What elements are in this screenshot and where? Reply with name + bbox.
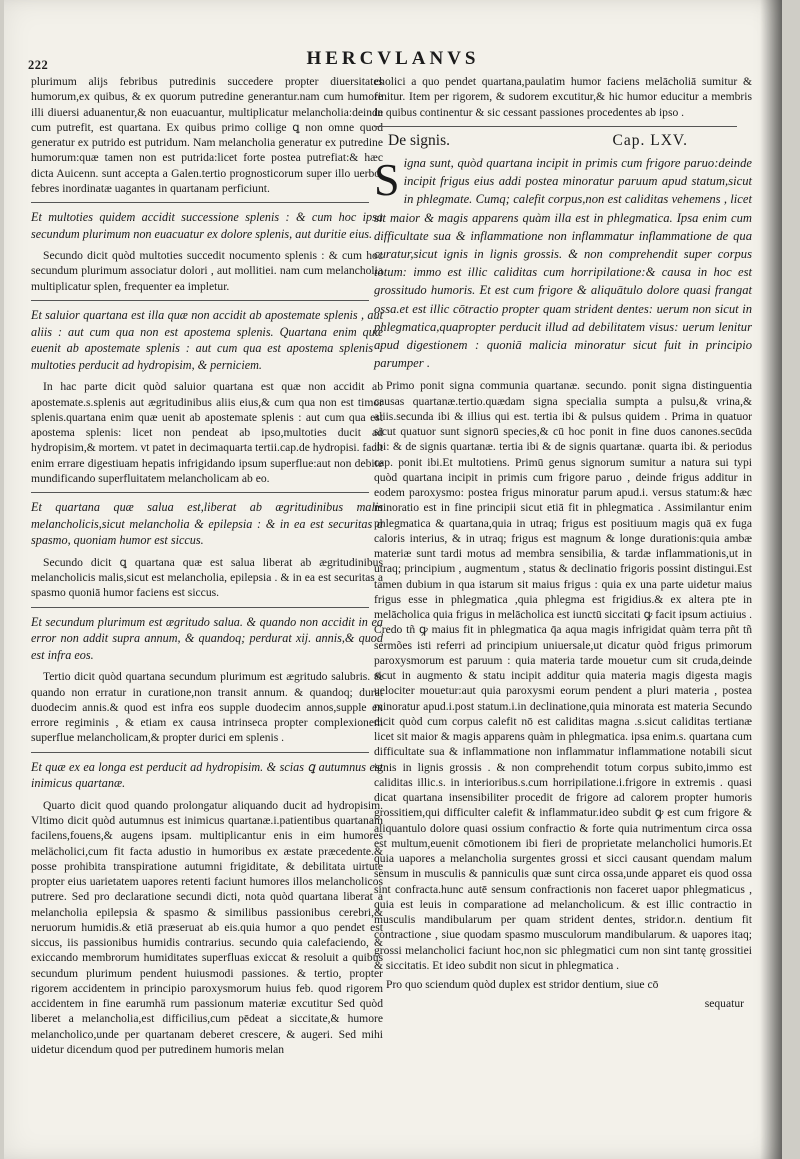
commentary-paragraph: Primo ponit signa communia quartanæ. secundo. ponit signa distinguentia causas quartanæ.tertio.quædam signa specialia sumpta a pulsu,& vrina,& aliis.secunda ibi & illius qui est. tertia ibi & pulsus quidem . Prima in quatuor sicut quatuor sunt signorū species,& cū hoc ponit in fine duos canones.secūda ibi: & de signis quartanæ. tertia ibi & de signis quartanæ. quarta ibi. & periodus cap. ponit ibi.Et multotiens. Primū genus signorum sumitur a natura sui typi quòd quartana incipit in primis cum frigore paruo , deinde frigus additur in eodem paroxysmo: postea frigus minoratur parum apud.i. versus statum:& hæc minoratio est in fine principii sicut etiā fit in phlegmatica . Assimilantur enim phlegmatica & quartana,quia in utraq; frigus est positiuum magis quā ex fuga caloris interius, & in utraq; frigus est magnum & longe durationis:quia ambæ materiæ sunt tardi motus ad membra sensibilia, & tardæ inflammationis,ut in utraq; principium , augmentum , status & declinatio frigoris possint distingui.Est tamen dubium in qua istarum sit maius frigus : quia ex una parte uidetur maius frigus esse in phlegmatica ,quia phlegma est frigidius.& ex altera pte in melācholica quia frigus in melācholica est iunctū siccitati ꝙ facit ipsum actiuius . Credo tñ ꝙ maius fit in phlegmatica q̄a aqua magis infrigidat quàm terra pñt tñ sermões isti referri ad principium uniuersale,ut dicatur quòd frigus primorum paroxysmorum est paruum : quia materia tarde mouetur cum sit cruda,deinde sicut in augmento & statu incipit additur quia materia magis digesta magis uelociter mouetur:aut quia paroxysmi eorum pendent a pluri materia , postea minoratur apud.i.post statum.i.in declinatione,quia minorata est materia Secundo dicit quòd cum corpus calefit nō est caliditas magna .s.sicut caliditas tertianæ licet sit maior & magis apparens quàm in phlegmatica. ipsa enim.s. quartana cum difficultate sua & inflammatione non inflammatur inflammatione notabili sicut ignis in lignis grossis . & non comprehendit totum corpus subito,immo est caliditas illic.s. in interioribus.s.cum horripilatione.i.frigore in extremis . quasi dicat quartana insensibiliter procedit de frigore ad calorem propter humoris grossitiem,qui difficulter calefit & inflammatur.ideo subdit ꝙ est cum frigore & aliquantulo dolore quasi ossium confractio & forte quia nutrimentum circa ossa est multum,euenit cōmotionem ibi fieri de proprietate melancholici humoris.Et quia uapores a melancholia surgentes grossi et sicci causant quendam malum sensum in musculis & panniculis quæ sunt circa ossa,unde apparet eis quod ossa sint confracta.hunc autē sensum confractionis non faceret uapor phlegmaticus , quia est leuis in comparatione ad melancholicum. & est illic contractio in musculis mandibularum per quam strident dentes, stridor.n. dentium fit contractione , siue quodam spasmo musculorum mandibularum. & uapores itaq; grossi melancholici faciunt hoc,non sic phlegmatici cum non sint tantę grossitiei & siccitatis. Et ideo subdit non sicut in phlegmatica . <box>374 379 752 972</box>
chapter-text-body: igna sunt, quòd quartana incipit in primis cum frigore paruo:deinde incipit frigus eius addi postea minoratur paruum apud statum,sicut in phlegmate. Cumq; calefit corpus,non est caliditas vehemens , licet sit maior & magis apparens quàm illa est in phlegmatica. Ipsa enim cum difficultate sua & inflammatione non inflammatur inflammatione de qua curatur,sicut ignis in lignis grossis. & non comprehendit super corpus totum: immo est illic caliditas cum horripilatione:& causa in hoc est grossitudo humoris. Et est cum frigore & aliquātulo dolore quasi frangat ossa.et est illic cōtractio propter quam strident dentes: uerum non sicut in phlegmatica,quapropter perducit illud ad debilitatem visus: uerum lenitur apud digestionem : quoniā malicia minoratur sicut fuit in principio parumper . <box>374 156 752 371</box>
lemma-text: Et quæ ex ea longa est perducit ad hydropisim. & scias ꝗ autumnus est inimicus quartanæ. <box>31 759 383 791</box>
book-page <box>4 0 782 1159</box>
chapter-text <box>374 154 752 372</box>
lemma-text: Et saluior quartana est illa quæ non accidit ab apostemate splenis , aut aliis : aut cum qua non est apostema splenis. Quartana enim quæ euenit ab apostemate splenis : aut cum qua est apostema splenis : multoties perducit ad hydropisim, & perniciem. <box>31 307 383 372</box>
drop-cap-initial: S <box>374 154 400 205</box>
running-head: HERCVLANVS <box>306 48 480 69</box>
lemma-text: Et multoties quidem accidit successione splenis : & cum hoc ipsa secundum plurimum non euacuatur ex dolore splenis, aut duritie eius. <box>31 210 383 241</box>
section-divider <box>31 300 369 301</box>
commentary-paragraph: Quarto dicit quod quando prolongatur aliquando ducit ad hydropisim. Vltimo dicit quòd autumnus est inimicus quartanæ.i.patientibus quartanam facilens,fouens,& augens ipsam. multiplicantur enis in eim humores melächolici,cum fit facta adustio in humoribus ex æstate præcedente.& posse prohibita transpiratione autumni frigiditate, & debilitata uirtute propter eius uarietatem uapores retenti faciunt humores illos melancholicos putrere. Sed pro declaratione secundi dicti, nota quòd quartana liberat a melancholia epilepsia & spasmo & similibus passionibus cerebri,& neruorum humidis.& etiā præseruat ab eis.quia humor a quo pendet est siccus, iis passionibus humidis contrarius. secundo quia calefaciendo, & exiccando membrorum humiditates superfluas exiccat & resoluit a quibus secundum plurimum pendent huiusmodi passiones. & tertio, propter rigorem accidentem in principio paroxysmorum huius feb. quod rigorem accidentem in fine earumhä rum passionum materiæ excutitur Sed quòd liberet a melancholia,est difficilius,cum pēdeat a siccitate,& humore melancholico,unde per quartanam deberet crescere, & augeri. Sed mihi uidetur dicendum quod per putredinem humoris melan <box>31 798 383 1056</box>
commentary-paragraph: cholici a quo pendet quartana,paulatim humor faciens melācholiā sumitur & finitur. Item per rigorem, & sudorem excutitur,& hic humor educitur a membris in quibus continentur & sic cessant passiones procedentes ab ipso . <box>374 75 752 119</box>
chapter-title: De signis. <box>388 131 450 149</box>
commentary-paragraph: In hac parte dicit quòd saluior quartana est quæ non accidit ab apostemate.s.splenis aut ægritudinibus aliis eius,& cum qua non est timor splenis.quartana enim quæ uenit ab apostemate splenis : aut cum qua est apostema splenis: licet non pendeat ab ipso,multoties ducit ad hydropisim,& mortem. vt patet in decimaquarta tertii.cap.de hydropisi. facit enim errare digestiuam hepatis infrigidando ipsum superflue:aut non debite mundificando superfluitatem melancholicam ab eo. <box>31 380 383 485</box>
section-divider <box>31 202 369 203</box>
section-divider <box>31 752 369 753</box>
left-column <box>31 74 383 1061</box>
chapter-number: Cap. LXV. <box>612 131 688 149</box>
section-divider <box>374 126 737 127</box>
commentary-paragraph: Secundo dicit ꝗ quartana quæ est salua liberat ab ægritudinibus melancholicis malis,sicut est melancholia, epilepsia . & in ea est securitas a spasmo quoniā humor faciens est siccus. <box>31 555 383 600</box>
page-edge-shadow <box>760 0 782 1159</box>
section-divider <box>31 492 369 493</box>
lemma-text: Et secundum plurimum est ægritudo salua. & quando non accidit in ea error non addit supra annum, & quandoq; perdurat xij. annis,& quod est infra eos. <box>31 614 383 662</box>
commentary-paragraph: plurimum alijs febribus putredinis succedere propter diuersitates humorum,ex quibus, & ex quorum putredine generantur.nam cum humore illi diuersi aduanentur,& non euacuantur, multiplicatur melancholia:deinde cum putrefit, est quartana. Ex quibus primo collige ꝗ non omne quod generatur ex putrido est putridum. Nam melancholia generatur ex putredine humorum:quæ tamen non est putrida:licet forte postea putrefiat:& hæc dicta Auicenn. sunt accepta a Galen.tertio prognosticorum super illo uerbo. febres inordinatæ uagantes in quartanam perficiunt. <box>31 75 383 195</box>
commentary-paragraph: Secundo dicit quòd multoties succedit nocumento splenis : & cum hoc secundum plurimum associatur dolori , aut mollitiei. nam cum melancholia multiplicatur splen, frequenter ea impletur. <box>31 249 383 293</box>
page-number: 222 <box>28 58 49 72</box>
commentary-paragraph: Pro quo sciendum quòd duplex est stridor dentium, siue cō <box>386 978 659 992</box>
commentary-paragraph: Tertio dicit quòd quartana secundum plurimum est ægritudo salubris. & quando non erratur in curatione,non transit annum. & quandoq; durat duodecim annis.& quod est infra eos supple duodecim annos,supple ex errore regiminis , & etiam ex causa intrinseca propter complexionem superflue melancholicam,& propter durici em splenis . <box>31 670 383 745</box>
lemma-text: Et quartana quæ salua est,liberat ab ægritudinibus malis melancholicis,sicut melancholia & epilepsia : & in ea est securitas a spasmo, quoniam humor est siccus. <box>31 500 383 548</box>
section-divider <box>31 607 369 608</box>
right-column <box>374 74 752 1012</box>
catchword: sequatur <box>704 997 744 1011</box>
chapter-heading <box>388 133 688 148</box>
